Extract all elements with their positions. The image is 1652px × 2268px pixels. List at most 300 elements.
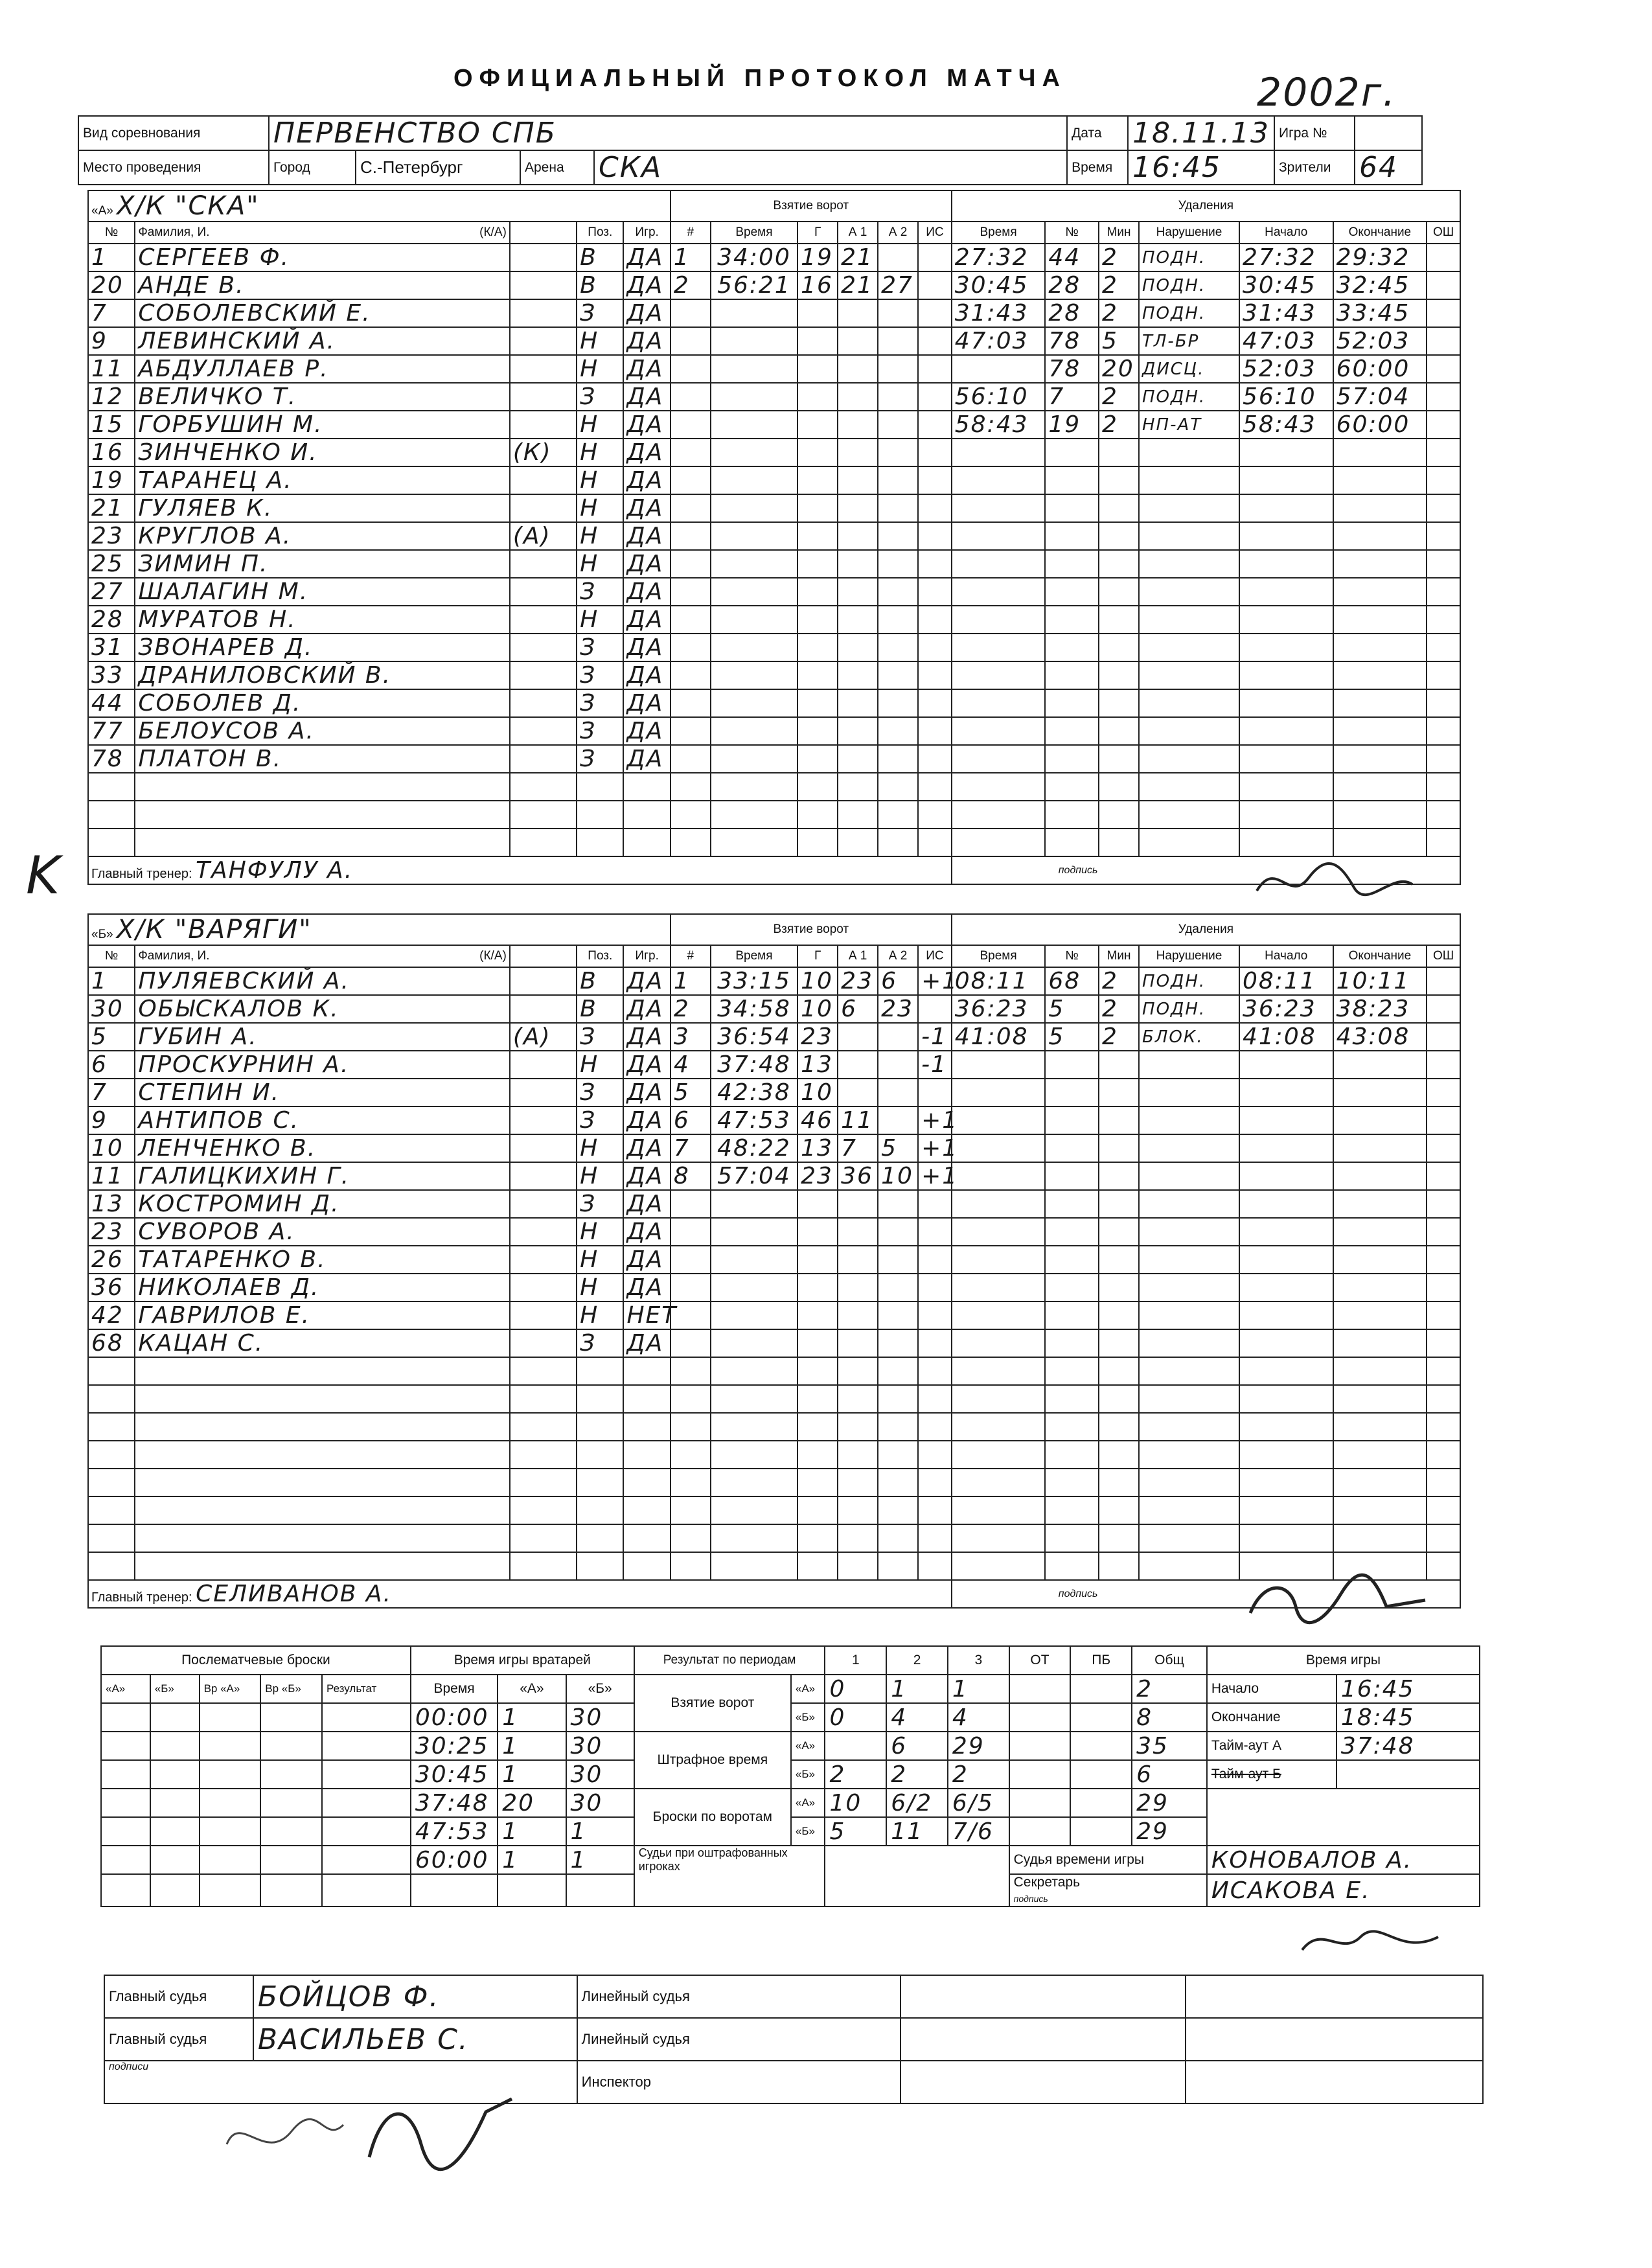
player-no[interactable] (88, 1441, 135, 1469)
goal-g[interactable] (797, 578, 838, 606)
goal-a2[interactable] (878, 299, 918, 327)
team-b-coach[interactable]: СЕЛИВАНОВ А. (196, 1581, 392, 1607)
penalty-osh[interactable] (1427, 439, 1460, 466)
penalty-start[interactable] (1239, 689, 1333, 717)
gk-a-3[interactable]: 1 (498, 1760, 566, 1789)
penalty-time[interactable] (952, 466, 1046, 494)
goal-is[interactable]: -1 (918, 1051, 952, 1079)
player-pos[interactable]: Н (577, 411, 623, 439)
gk-a-4[interactable]: 20 (498, 1789, 566, 1817)
penalty-time[interactable]: 56:10 (952, 383, 1046, 411)
penalty-time[interactable] (952, 1441, 1046, 1469)
player-name[interactable] (135, 829, 510, 856)
penalty-osh[interactable] (1427, 1385, 1460, 1413)
goal-g[interactable] (797, 355, 838, 383)
goal-a1[interactable] (838, 1301, 878, 1329)
goal-is[interactable] (918, 717, 952, 745)
penalty-start[interactable] (1239, 1246, 1333, 1274)
player-ka[interactable] (510, 466, 577, 494)
player-name[interactable]: ГАЛИЦКИХИН Г. (135, 1162, 510, 1190)
penalty-osh[interactable] (1427, 717, 1460, 745)
player-pos[interactable]: З (577, 578, 623, 606)
penalty-time[interactable] (952, 1496, 1046, 1524)
penalty-end[interactable] (1333, 1162, 1427, 1190)
goals-a-p3[interactable]: 1 (948, 1675, 1009, 1703)
goal-is[interactable] (918, 1524, 952, 1552)
goal-g[interactable] (797, 1469, 838, 1496)
goal-g[interactable]: 23 (797, 1162, 838, 1190)
goal-a1[interactable] (838, 522, 878, 550)
penalty-end[interactable] (1333, 606, 1427, 634)
player-play[interactable]: ДА (623, 1162, 670, 1190)
goal-n[interactable] (671, 801, 711, 829)
penalty-min[interactable] (1099, 634, 1139, 661)
goal-g[interactable] (797, 1274, 838, 1301)
goal-g[interactable] (797, 327, 838, 355)
penalty-no[interactable] (1045, 1218, 1099, 1246)
goal-a2[interactable] (878, 522, 918, 550)
penalty-osh[interactable] (1427, 299, 1460, 327)
penalty-time[interactable]: 47:03 (952, 327, 1046, 355)
penalty-min[interactable]: 2 (1099, 1023, 1139, 1051)
penalty-osh[interactable] (1427, 578, 1460, 606)
player-name[interactable] (135, 1413, 510, 1441)
penalty-min[interactable] (1099, 1496, 1139, 1524)
player-name[interactable]: ТАРАНЕЦ А. (135, 466, 510, 494)
penalty-osh[interactable] (1427, 1329, 1460, 1357)
penalty-end[interactable] (1333, 634, 1427, 661)
player-no[interactable] (88, 1357, 135, 1385)
gk-b-3[interactable]: 30 (566, 1760, 634, 1789)
penalty-osh[interactable] (1427, 466, 1460, 494)
player-no[interactable]: 78 (88, 745, 135, 773)
penalty-osh[interactable] (1427, 1106, 1460, 1134)
player-ka[interactable] (510, 1274, 577, 1301)
player-no[interactable]: 25 (88, 550, 135, 578)
penalty-start[interactable] (1239, 439, 1333, 466)
goal-g[interactable]: 19 (797, 244, 838, 271)
player-play[interactable]: ДА (623, 1274, 670, 1301)
player-play[interactable]: ДА (623, 1106, 670, 1134)
player-play[interactable] (623, 1496, 670, 1524)
penalty-no[interactable] (1045, 1246, 1099, 1274)
penalty-start[interactable] (1239, 1301, 1333, 1329)
penalty-min[interactable] (1099, 1441, 1139, 1469)
penalty-min[interactable] (1099, 717, 1139, 745)
goal-is[interactable] (918, 801, 952, 829)
player-pos[interactable]: З (577, 1023, 623, 1051)
goal-n[interactable] (671, 1218, 711, 1246)
goal-time[interactable] (711, 466, 797, 494)
gk-b-6[interactable]: 1 (566, 1846, 634, 1874)
player-no[interactable] (88, 1469, 135, 1496)
penalty-osh[interactable] (1427, 1413, 1460, 1441)
goal-g[interactable] (797, 1218, 838, 1246)
goal-a2[interactable] (878, 494, 918, 522)
goal-is[interactable] (918, 1218, 952, 1246)
player-no[interactable]: 30 (88, 995, 135, 1023)
penalty-start[interactable] (1239, 1385, 1333, 1413)
goal-n[interactable] (671, 606, 711, 634)
penalty-inf[interactable] (1139, 773, 1239, 801)
player-ka[interactable] (510, 355, 577, 383)
penalty-inf[interactable]: ПОДН. (1139, 995, 1239, 1023)
goal-n[interactable] (671, 745, 711, 773)
penalty-min[interactable] (1099, 1162, 1139, 1190)
goal-n[interactable] (671, 1190, 711, 1218)
player-name[interactable]: ГАВРИЛОВ Е. (135, 1301, 510, 1329)
goal-a2[interactable] (878, 1301, 918, 1329)
penalty-inf[interactable] (1139, 1524, 1239, 1552)
penalty-no[interactable] (1045, 1079, 1099, 1106)
player-pos[interactable]: З (577, 1079, 623, 1106)
penalty-time[interactable] (952, 1469, 1046, 1496)
shots-b-pb[interactable] (1070, 1817, 1132, 1846)
penalty-end[interactable] (1333, 1301, 1427, 1329)
goal-a1[interactable] (838, 634, 878, 661)
player-ka[interactable]: (А) (510, 522, 577, 550)
penalty-osh[interactable] (1427, 1051, 1460, 1079)
goal-g[interactable]: 23 (797, 1023, 838, 1051)
goal-a1[interactable] (838, 745, 878, 773)
penalty-no[interactable] (1045, 466, 1099, 494)
player-pos[interactable]: Н (577, 606, 623, 634)
goal-a1[interactable]: 23 (838, 967, 878, 995)
penalty-min[interactable] (1099, 1274, 1139, 1301)
player-no[interactable] (88, 1413, 135, 1441)
penalty-time[interactable] (952, 801, 1046, 829)
player-pos[interactable]: В (577, 995, 623, 1023)
penalty-no[interactable] (1045, 1496, 1099, 1524)
goal-a2[interactable] (878, 578, 918, 606)
goal-n[interactable] (671, 829, 711, 856)
timeout-a-value[interactable]: 37:48 (1337, 1732, 1480, 1760)
goal-time[interactable] (711, 1552, 797, 1580)
penalty-end[interactable] (1333, 1190, 1427, 1218)
player-ka[interactable] (510, 606, 577, 634)
goals-a-total[interactable]: 2 (1132, 1675, 1207, 1703)
player-name[interactable]: ПУЛЯЕВСКИЙ А. (135, 967, 510, 995)
penalty-inf[interactable] (1139, 801, 1239, 829)
goal-is[interactable] (918, 578, 952, 606)
goal-is[interactable] (918, 661, 952, 689)
penalty-osh[interactable] (1427, 829, 1460, 856)
goal-n[interactable] (671, 1552, 711, 1580)
goal-is[interactable] (918, 1274, 952, 1301)
goal-a2[interactable] (878, 1552, 918, 1580)
goal-time[interactable]: 48:22 (711, 1134, 797, 1162)
player-no[interactable]: 26 (88, 1246, 135, 1274)
goal-time[interactable] (711, 299, 797, 327)
player-pos[interactable]: В (577, 967, 623, 995)
goal-a1[interactable] (838, 661, 878, 689)
goal-g[interactable] (797, 1357, 838, 1385)
penalty-min[interactable] (1099, 689, 1139, 717)
player-pos[interactable]: Н (577, 550, 623, 578)
penalty-osh[interactable] (1427, 327, 1460, 355)
goal-time[interactable] (711, 522, 797, 550)
penalty-no[interactable] (1045, 1469, 1099, 1496)
goal-g[interactable] (797, 634, 838, 661)
goal-a2[interactable]: 23 (878, 995, 918, 1023)
goal-a1[interactable] (838, 1441, 878, 1469)
penalty-start[interactable] (1239, 801, 1333, 829)
goal-n[interactable] (671, 1385, 711, 1413)
player-play[interactable] (623, 1385, 670, 1413)
goal-time[interactable] (711, 829, 797, 856)
player-play[interactable]: ДА (623, 661, 670, 689)
shots-a-p2[interactable]: 6/2 (886, 1789, 948, 1817)
penalty-time[interactable]: 30:45 (952, 271, 1046, 299)
penalty-min[interactable] (1099, 1301, 1139, 1329)
penalty-start[interactable] (1239, 578, 1333, 606)
penalty-min[interactable]: 2 (1099, 271, 1139, 299)
penalty-end[interactable] (1333, 1051, 1427, 1079)
goal-g[interactable] (797, 689, 838, 717)
player-play[interactable]: ДА (623, 271, 670, 299)
goal-a1[interactable] (838, 466, 878, 494)
penalty-osh[interactable] (1427, 801, 1460, 829)
goal-is[interactable]: +1 (918, 1106, 952, 1134)
goal-a2[interactable] (878, 1469, 918, 1496)
player-pos[interactable] (577, 1357, 623, 1385)
goal-n[interactable] (671, 1524, 711, 1552)
penalty-osh[interactable] (1427, 606, 1460, 634)
gk-time-3[interactable]: 30:45 (411, 1760, 498, 1789)
goal-a1[interactable] (838, 1190, 878, 1218)
penalty-start[interactable] (1239, 466, 1333, 494)
player-play[interactable]: ДА (623, 466, 670, 494)
penalty-start[interactable]: 30:45 (1239, 271, 1333, 299)
goal-n[interactable] (671, 466, 711, 494)
penalty-time[interactable] (952, 578, 1046, 606)
goal-is[interactable] (918, 1357, 952, 1385)
player-name[interactable]: ГУЛЯЕВ К. (135, 494, 510, 522)
goal-g[interactable] (797, 801, 838, 829)
goal-a1[interactable]: 7 (838, 1134, 878, 1162)
goal-a1[interactable]: 11 (838, 1106, 878, 1134)
date-field[interactable]: 18.11.13 (1128, 116, 1274, 150)
goal-g[interactable] (797, 439, 838, 466)
penalty-min[interactable] (1099, 1246, 1139, 1274)
goal-a2[interactable] (878, 1246, 918, 1274)
player-no[interactable]: 68 (88, 1329, 135, 1357)
penalty-start[interactable] (1239, 522, 1333, 550)
player-ka[interactable] (510, 689, 577, 717)
player-name[interactable]: МУРАТОВ Н. (135, 606, 510, 634)
penalty-osh[interactable] (1427, 1190, 1460, 1218)
goal-a1[interactable] (838, 1079, 878, 1106)
goal-g[interactable] (797, 829, 838, 856)
goal-time[interactable] (711, 355, 797, 383)
goal-is[interactable] (918, 355, 952, 383)
penalty-osh[interactable] (1427, 1496, 1460, 1524)
penalty-inf[interactable] (1139, 1357, 1239, 1385)
goal-a2[interactable] (878, 1023, 918, 1051)
penalty-min[interactable] (1099, 1134, 1139, 1162)
player-pos[interactable]: Н (577, 1134, 623, 1162)
goal-n[interactable]: 1 (671, 244, 711, 271)
penalty-min[interactable] (1099, 494, 1139, 522)
goal-n[interactable]: 7 (671, 1134, 711, 1162)
goal-is[interactable] (918, 773, 952, 801)
inspector-field[interactable] (901, 2061, 1185, 2103)
main-referee-2[interactable]: ВАСИЛЬЕВ С. (253, 2018, 577, 2061)
pim-a-total[interactable]: 35 (1132, 1732, 1207, 1760)
player-no[interactable]: 27 (88, 578, 135, 606)
pim-a-p2[interactable]: 6 (886, 1732, 948, 1760)
goal-a2[interactable]: 5 (878, 1134, 918, 1162)
player-play[interactable]: ДА (623, 634, 670, 661)
penalty-start[interactable]: 58:43 (1239, 411, 1333, 439)
goal-a1[interactable] (838, 829, 878, 856)
penalty-time[interactable] (952, 1552, 1046, 1580)
goal-is[interactable] (918, 439, 952, 466)
penalty-end[interactable]: 33:45 (1333, 299, 1427, 327)
shots-a-pb[interactable] (1070, 1789, 1132, 1817)
shots-b-p3[interactable]: 7/6 (948, 1817, 1009, 1846)
player-no[interactable]: 19 (88, 466, 135, 494)
goal-n[interactable]: 4 (671, 1051, 711, 1079)
goal-n[interactable] (671, 1246, 711, 1274)
player-name[interactable]: ГОРБУШИН М. (135, 411, 510, 439)
player-name[interactable]: ЗИМИН П. (135, 550, 510, 578)
penalty-inf[interactable]: БЛОК. (1139, 1023, 1239, 1051)
penalty-inf[interactable] (1139, 1190, 1239, 1218)
goal-a1[interactable] (838, 439, 878, 466)
goal-a2[interactable] (878, 1190, 918, 1218)
penalty-inf[interactable] (1139, 1134, 1239, 1162)
gk-time-5[interactable]: 47:53 (411, 1817, 498, 1846)
pim-b-p3[interactable]: 2 (948, 1760, 1009, 1789)
goal-n[interactable] (671, 355, 711, 383)
player-no[interactable]: 11 (88, 355, 135, 383)
line-referee-2-extra[interactable] (1186, 2018, 1483, 2061)
player-ka[interactable] (510, 829, 577, 856)
player-no[interactable]: 42 (88, 1301, 135, 1329)
team-a-name[interactable]: Х/К "СКА" (117, 191, 260, 221)
penalty-time[interactable] (952, 1190, 1046, 1218)
player-ka[interactable] (510, 299, 577, 327)
goal-time[interactable] (711, 1413, 797, 1441)
penalty-min[interactable] (1099, 1329, 1139, 1357)
goal-is[interactable] (918, 1469, 952, 1496)
goal-g[interactable] (797, 1385, 838, 1413)
goal-is[interactable] (918, 1496, 952, 1524)
penalty-no[interactable]: 5 (1045, 995, 1099, 1023)
goal-n[interactable] (671, 634, 711, 661)
player-name[interactable]: БЕЛОУСОВ А. (135, 717, 510, 745)
goal-time[interactable] (711, 1385, 797, 1413)
player-ka[interactable] (510, 578, 577, 606)
penalty-time[interactable] (952, 1106, 1046, 1134)
player-name[interactable]: НИКОЛАЕВ Д. (135, 1274, 510, 1301)
goals-b-p2[interactable]: 4 (886, 1703, 948, 1732)
penalty-time[interactable] (952, 1051, 1046, 1079)
penalty-inf[interactable] (1139, 689, 1239, 717)
penalty-end[interactable]: 29:32 (1333, 244, 1427, 271)
player-ka[interactable] (510, 1134, 577, 1162)
penalty-time[interactable] (952, 689, 1046, 717)
goal-g[interactable] (797, 745, 838, 773)
goal-is[interactable] (918, 494, 952, 522)
penalty-start[interactable] (1239, 1274, 1333, 1301)
penalty-end[interactable] (1333, 1079, 1427, 1106)
player-ka[interactable] (510, 494, 577, 522)
penalty-osh[interactable] (1427, 244, 1460, 271)
player-ka[interactable] (510, 1162, 577, 1190)
penalty-min[interactable] (1099, 829, 1139, 856)
player-play[interactable] (623, 1524, 670, 1552)
player-no[interactable]: 9 (88, 1106, 135, 1134)
penalty-min[interactable] (1099, 745, 1139, 773)
goal-a1[interactable] (838, 773, 878, 801)
penalty-start[interactable] (1239, 1329, 1333, 1357)
goal-g[interactable]: 46 (797, 1106, 838, 1134)
goal-n[interactable] (671, 522, 711, 550)
penalty-osh[interactable] (1427, 995, 1460, 1023)
goal-a1[interactable] (838, 327, 878, 355)
player-pos[interactable]: В (577, 271, 623, 299)
player-play[interactable]: ДА (623, 299, 670, 327)
goal-a1[interactable] (838, 550, 878, 578)
goal-time[interactable]: 34:00 (711, 244, 797, 271)
penalty-time[interactable]: 31:43 (952, 299, 1046, 327)
goal-g[interactable] (797, 1246, 838, 1274)
goal-time[interactable] (711, 1524, 797, 1552)
player-play[interactable]: ДА (623, 578, 670, 606)
player-pos[interactable] (577, 1552, 623, 1580)
player-play[interactable]: ДА (623, 1218, 670, 1246)
line-referee-1[interactable] (901, 1975, 1185, 2018)
goal-time[interactable]: 33:15 (711, 967, 797, 995)
player-name[interactable]: ПЛАТОН В. (135, 745, 510, 773)
goal-time[interactable] (711, 411, 797, 439)
penalty-end[interactable] (1333, 801, 1427, 829)
player-pos[interactable]: З (577, 661, 623, 689)
goal-time[interactable] (711, 1274, 797, 1301)
penalty-min[interactable] (1099, 1552, 1139, 1580)
player-name[interactable]: КРУГЛОВ А. (135, 522, 510, 550)
penalty-no[interactable] (1045, 1524, 1099, 1552)
penalty-time[interactable] (952, 1524, 1046, 1552)
penalty-min[interactable] (1099, 439, 1139, 466)
shots-a-ot[interactable] (1009, 1789, 1071, 1817)
penalty-start[interactable] (1239, 1162, 1333, 1190)
goal-g[interactable] (797, 1190, 838, 1218)
penalty-start[interactable]: 08:11 (1239, 967, 1333, 995)
goal-is[interactable] (918, 383, 952, 411)
penalty-time[interactable] (952, 1413, 1046, 1441)
gk-b-5[interactable]: 1 (566, 1817, 634, 1846)
penalty-end[interactable]: 57:04 (1333, 383, 1427, 411)
player-pos[interactable]: Н (577, 1218, 623, 1246)
penalty-min[interactable]: 5 (1099, 327, 1139, 355)
player-ka[interactable] (510, 1496, 577, 1524)
goals-b-p1[interactable]: 0 (825, 1703, 886, 1732)
penalty-osh[interactable] (1427, 1218, 1460, 1246)
player-no[interactable] (88, 773, 135, 801)
penalty-end[interactable]: 38:23 (1333, 995, 1427, 1023)
goal-is[interactable] (918, 829, 952, 856)
shots-b-p1[interactable]: 5 (825, 1817, 886, 1846)
player-ka[interactable] (510, 1524, 577, 1552)
goal-time[interactable] (711, 1218, 797, 1246)
penalty-osh[interactable] (1427, 967, 1460, 995)
goal-is[interactable] (918, 995, 952, 1023)
player-play[interactable]: ДА (623, 1134, 670, 1162)
penalty-end[interactable] (1333, 1469, 1427, 1496)
